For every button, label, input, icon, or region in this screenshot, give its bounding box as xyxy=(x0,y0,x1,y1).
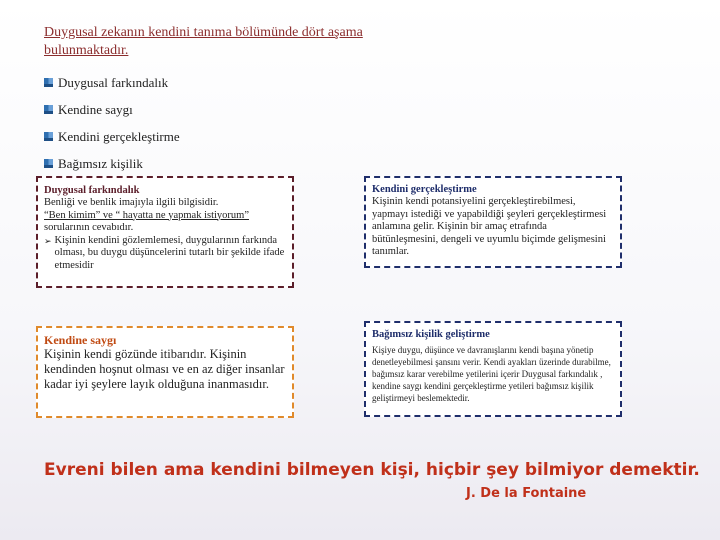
square-bullet-icon xyxy=(44,159,53,168)
list-item xyxy=(44,69,180,96)
self-respect-title: Kendine saygı xyxy=(44,333,117,347)
quote-author: J. De la Fontaine xyxy=(466,486,587,501)
quote-text: Evreni bilen ama kendini bilmeyen kişi, hiçbir şey bilmiyor demektir. xyxy=(44,460,700,480)
list-item xyxy=(44,150,180,177)
list-item-label: Kendine saygı xyxy=(58,101,133,117)
self-realization-box xyxy=(364,176,622,268)
slide-heading: Duygusal zekanın kendini tanıma bölümünde dört aşama bulunmaktadır. xyxy=(44,25,363,58)
square-bullet-icon xyxy=(44,132,53,141)
square-bullet-icon xyxy=(44,78,53,87)
self-realization-text: Kişinin kendi potansiyelini gerçekleştirebilmesi, yapmayı istediği ve yapabildiği şeyleri gerçekleştirmesi anlamına gelir. Kişinin bir amaç etrafında bütünleşmesini, dengeli ve uyumlu biçimde gelişmesini tanımlar. xyxy=(372,196,607,257)
independence-title: Bağımsız kişilik geliştirme xyxy=(372,329,490,340)
list-item xyxy=(44,123,180,150)
independence-box xyxy=(364,321,622,417)
list-item-label: Bağımsız kişilik xyxy=(58,155,143,171)
list-item xyxy=(44,96,180,123)
self-respect-box xyxy=(36,326,294,418)
awareness-questions-underlined: “Ben kimim” ve “ hayatta ne yapmak istiyorum” xyxy=(44,209,249,221)
self-respect-text: Kişinin kendi gözünde itibarıdır. Kişinin kendinden hoşnut olması ve en az diğer insanlar kadar iyi şeylere layık olduğuna inanmasıdır. xyxy=(44,347,285,391)
awareness-arrow-text: Kişinin kendini gözlemlemesi, duygularının farkında olması, bu duygu düşüncelerini tutarlı bir şekilde ifade etmesidir xyxy=(54,234,285,271)
independence-text: Kişiye duygu, düşünce ve davranışlarını kendi başına yönetip denetleyebilmesi şansını verir. Kendi ayakları üzerinde durabilme, bağımsız karar verebilme yetilerini içerir Duygusal farkındalık , kendine saygı kendini gerçekleştirme yetileri bağımsız kişilik geliştirmeyi beslemektedir. xyxy=(372,345,611,403)
awareness-questions-suffix: sorularının cevabıdır. xyxy=(44,222,134,233)
square-bullet-icon xyxy=(44,105,53,114)
awareness-title: Duygusal farkındalık xyxy=(44,185,140,196)
awareness-arrow-item xyxy=(44,235,286,273)
awareness-questions xyxy=(44,210,286,235)
list-item-label: Duygusal farkındalık xyxy=(58,74,169,90)
self-realization-title: Kendini gerçekleştirme xyxy=(372,184,477,195)
list-item-label: Kendini gerçekleştirme xyxy=(58,128,180,144)
stage-list xyxy=(44,69,180,177)
arrow-right-icon: ➢ xyxy=(44,235,52,246)
awareness-line: Benliği ve benlik imajıyla ilgili bilgisidir. xyxy=(44,197,219,208)
awareness-box xyxy=(36,176,294,288)
